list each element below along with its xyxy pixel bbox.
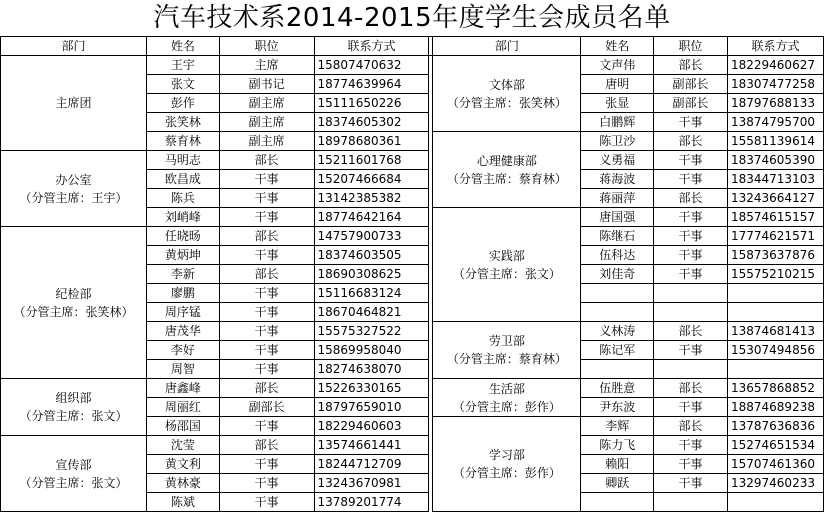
column-separator [429,227,433,246]
member-name: 义勇福 [581,151,654,170]
member-phone: 18374605390 [727,151,823,170]
column-separator [429,493,433,512]
member-phone: 13243664127 [727,189,823,208]
member-phone: 15707461360 [727,455,823,474]
member-name: 沈莹 [146,436,219,455]
member-position: 干事 [219,322,314,341]
table-row [1,56,824,75]
member-phone: 15575327522 [314,322,429,341]
member-phone [727,360,823,379]
member-position: 主席 [219,56,314,75]
member-position [654,303,728,322]
member-position [654,360,728,379]
member-phone: 18797659010 [314,398,429,417]
member-name: 刘佳奇 [581,265,654,284]
column-separator [429,94,433,113]
member-position: 干事 [219,360,314,379]
member-name: 陈斌 [146,493,219,512]
member-phone: 18244712709 [314,455,429,474]
member-name: 陈力飞 [581,436,654,455]
dept-name: 学习部 [488,448,525,462]
header-row [1,37,824,56]
member-position: 部长 [654,322,728,341]
column-separator [429,113,433,132]
member-name: 张显 [581,94,654,113]
member-position: 副部长 [219,398,314,417]
dept-cell [1,436,147,512]
member-phone: 15111650226 [314,94,429,113]
member-position: 副书记 [219,75,314,94]
member-name: 伍胜意 [581,379,654,398]
header-contact-left: 联系方式 [314,37,429,56]
dept-cell [1,56,147,151]
member-position: 部长 [219,379,314,398]
table-row [1,151,824,170]
member-position: 副部长 [654,75,728,94]
member-phone: 18774642164 [314,208,429,227]
member-name: 陈卫沙 [581,132,654,151]
dept-cell [1,227,147,379]
member-position: 部长 [654,189,728,208]
table-row [1,436,824,455]
member-name: 黄炳坤 [146,246,219,265]
dept-cell [433,56,581,132]
member-position: 部长 [654,132,728,151]
member-phone: 18344713103 [727,170,823,189]
dept-name: 组织部 [55,391,92,405]
dept-name: 劳卫部 [488,334,525,348]
dept-name: 生活部 [488,381,525,396]
column-separator [429,455,433,474]
dept-supervisor: （分管主席：彭作） [452,399,561,414]
member-phone: 18229460603 [314,417,429,436]
member-phone: 15116683124 [314,284,429,303]
dept-cell [1,379,147,436]
member-phone: 18978680361 [314,132,429,151]
member-position [654,493,728,512]
member-position: 部长 [219,436,314,455]
member-phone: 15873637876 [727,246,823,265]
member-position: 部长 [654,417,728,436]
member-name: 周智 [146,360,219,379]
member-phone [727,493,823,512]
member-position: 干事 [654,398,728,417]
member-position: 干事 [654,455,728,474]
header-contact-right: 联系方式 [727,37,823,56]
column-separator [429,474,433,493]
member-name: 唐茂华 [146,322,219,341]
dept-name: 文体部 [488,77,525,92]
column-separator [429,341,433,360]
member-position: 干事 [219,417,314,436]
member-name: 蔡育林 [146,132,219,151]
header-name-left: 姓名 [146,37,219,56]
member-phone: 18690308625 [314,265,429,284]
member-phone: 15274651534 [727,436,823,455]
member-name: 李新 [146,265,219,284]
member-name: 唐明 [581,75,654,94]
member-phone: 18374603505 [314,246,429,265]
member-name: 文声伟 [581,56,654,75]
dept-supervisor: （分管主席：张笑林） [13,304,134,319]
member-position: 干事 [654,474,728,493]
member-name: 杨邵国 [146,417,219,436]
dept-name: 心理健康部 [476,153,537,168]
member-position: 干事 [219,208,314,227]
dept-supervisor: （分管主席：张文） [19,475,128,490]
header-dept-left: 部门 [1,37,147,56]
roster-table [0,36,824,512]
dept-name: 宣传部 [55,457,92,472]
member-phone: 13789201774 [314,493,429,512]
dept-supervisor: （分管主席：王宇） [19,190,128,205]
member-position [654,284,728,303]
dept-supervisor: （分管主席：蔡育林） [446,171,567,186]
member-position: 干事 [654,113,728,132]
member-position: 干事 [219,455,314,474]
member-position: 干事 [654,265,728,284]
member-phone [727,303,823,322]
member-position: 部长 [219,227,314,246]
member-position: 干事 [654,208,728,227]
member-name: 欧昌成 [146,170,219,189]
member-position: 干事 [654,227,728,246]
member-position: 副主席 [219,94,314,113]
member-position: 干事 [219,284,314,303]
roster-table-wrapper [0,36,824,512]
table-row [1,379,824,398]
member-name: 马明志 [146,151,219,170]
member-position: 部长 [654,379,728,398]
member-position: 干事 [219,493,314,512]
member-phone: 13657868852 [727,379,823,398]
member-phone: 18307477258 [727,75,823,94]
dept-cell [433,208,581,322]
member-name: 义林涛 [581,322,654,341]
member-phone: 13243670981 [314,474,429,493]
member-name [581,303,654,322]
member-position: 干事 [654,151,728,170]
dept-name: 主席团 [55,96,92,110]
table-row [1,227,824,246]
header-dept-right: 部门 [433,37,581,56]
column-separator [429,246,433,265]
member-name: 刘峭峰 [146,208,219,227]
dept-cell [433,132,581,208]
dept-name: 纪检部 [55,286,92,301]
member-position: 干事 [219,303,314,322]
member-phone: 13787636836 [727,417,823,436]
member-position: 干事 [654,341,728,360]
header-position-left: 职位 [219,37,314,56]
member-name: 陈兵 [146,189,219,208]
column-separator [429,303,433,322]
member-name: 张笑林 [146,113,219,132]
member-phone: 14757900733 [314,227,429,246]
member-position: 干事 [219,189,314,208]
member-position: 干事 [654,436,728,455]
member-phone: 13574661441 [314,436,429,455]
member-phone: 18797688133 [727,94,823,113]
member-name [581,284,654,303]
member-position: 部长 [219,151,314,170]
column-separator [429,151,433,170]
member-name: 白鹏辉 [581,113,654,132]
member-position: 副主席 [219,132,314,151]
member-position: 副部长 [654,94,728,113]
dept-supervisor: （分管主席：张文） [452,266,561,281]
member-name: 李好 [146,341,219,360]
member-name: 黄文利 [146,455,219,474]
member-phone: 13874795700 [727,113,823,132]
member-name: 赖阳 [581,455,654,474]
member-phone: 18374605302 [314,113,429,132]
dept-supervisor: （分管主席：张笑林） [446,95,567,110]
member-phone: 18774639964 [314,75,429,94]
member-name: 王宇 [146,56,219,75]
dept-name: 办公室 [55,172,92,187]
dept-supervisor: （分管主席：张文） [19,409,128,423]
member-phone: 18874689238 [727,398,823,417]
member-phone: 18229460627 [727,56,823,75]
dept-name: 实践部 [488,248,525,263]
member-name: 任晓旸 [146,227,219,246]
column-separator [429,75,433,94]
member-name: 黄林豪 [146,474,219,493]
member-phone: 15226330165 [314,379,429,398]
member-phone: 18574615157 [727,208,823,227]
column-separator [429,436,433,455]
member-position: 干事 [219,474,314,493]
member-name: 尹东波 [581,398,654,417]
member-position: 副主席 [219,113,314,132]
member-name: 周丽红 [146,398,219,417]
dept-supervisor: （分管主席：蔡育林） [446,352,567,366]
member-position: 部长 [654,56,728,75]
member-phone: 15207466684 [314,170,429,189]
member-position: 干事 [219,341,314,360]
member-phone: 15869958040 [314,341,429,360]
member-name: 唐鑫峰 [146,379,219,398]
member-phone: 18274638070 [314,360,429,379]
member-name: 蒋海波 [581,170,654,189]
member-phone [727,284,823,303]
member-name: 蒋丽萍 [581,189,654,208]
column-separator [429,284,433,303]
member-name: 周序锰 [146,303,219,322]
dept-cell [433,322,581,379]
member-name: 彭作 [146,94,219,113]
page-title: 汽车技术系2014-2015年度学生会成员名单 [153,3,671,33]
member-name: 陈继石 [581,227,654,246]
member-name: 陈记军 [581,341,654,360]
member-phone: 15211601768 [314,151,429,170]
dept-cell [433,379,581,417]
member-name [581,360,654,379]
dept-supervisor: （分管主席：彭作） [452,466,561,480]
member-phone: 15575210215 [727,265,823,284]
member-position: 干事 [654,170,728,189]
column-separator [429,360,433,379]
dept-cell [1,151,147,227]
member-phone: 15581139614 [727,132,823,151]
member-name: 李辉 [581,417,654,436]
member-name: 廖鹏 [146,284,219,303]
header-name-right: 姓名 [581,37,654,56]
dept-cell [433,417,581,512]
column-separator [429,265,433,284]
member-name: 张文 [146,75,219,94]
header-position-right: 职位 [654,37,728,56]
member-position: 部长 [219,265,314,284]
member-phone: 15807470632 [314,56,429,75]
member-name: 唐国强 [581,208,654,227]
member-phone: 13142385382 [314,189,429,208]
member-phone: 13297460233 [727,474,823,493]
member-name: 伍科达 [581,246,654,265]
member-phone: 18670464821 [314,303,429,322]
column-separator [429,398,433,417]
member-position: 干事 [219,170,314,189]
column-separator [429,170,433,189]
member-name: 卿跃 [581,474,654,493]
member-position: 干事 [654,246,728,265]
column-separator [429,189,433,208]
member-name [581,493,654,512]
member-position: 干事 [219,246,314,265]
member-phone: 15307494856 [727,341,823,360]
member-phone: 13874681413 [727,322,823,341]
member-phone: 17774621571 [727,227,823,246]
